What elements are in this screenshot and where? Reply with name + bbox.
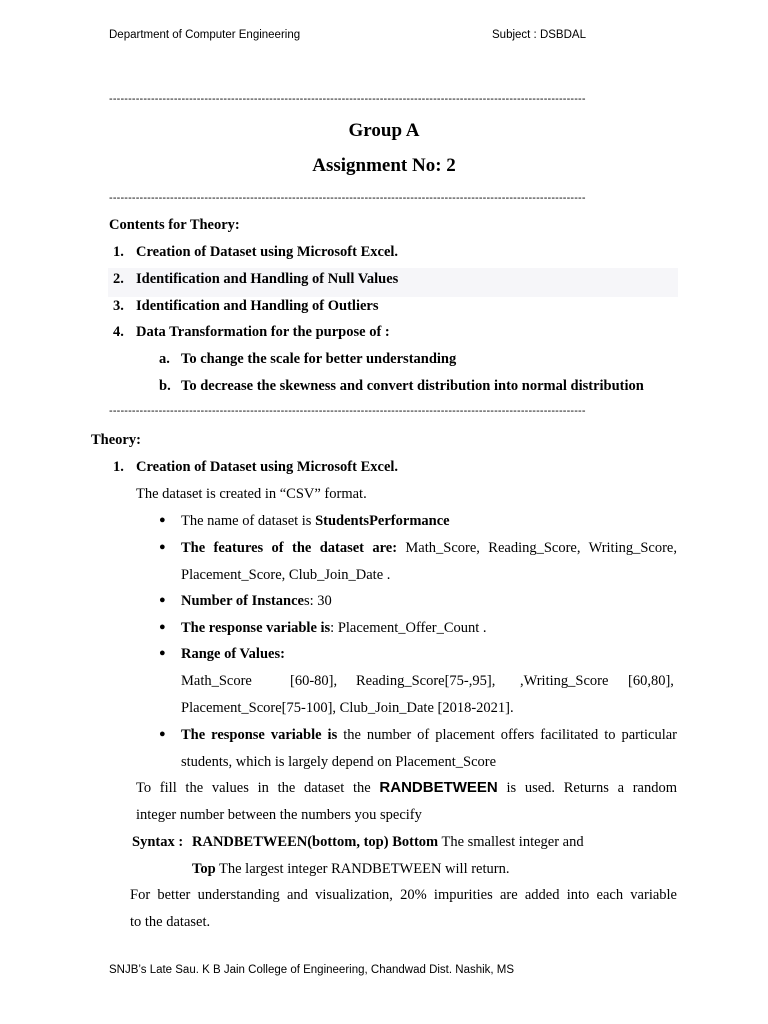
- contents-item: Identification and Handling of Outliers: [136, 298, 379, 314]
- department-header: Department of Computer Engineering: [109, 29, 301, 41]
- theory-item-num: 1.: [113, 459, 124, 475]
- impurity-paragraph: For better understanding and visualization, 20% impurities are added into each variable: [130, 887, 677, 903]
- bullet-text: Number of Instances: 30: [181, 593, 332, 609]
- contents-item-num: 3.: [113, 298, 124, 314]
- theory-intro: The dataset is created in “CSV” format.: [136, 486, 367, 502]
- impurity-paragraph-continued: to the dataset.: [130, 914, 211, 930]
- contents-item-num: 4.: [113, 324, 124, 340]
- contents-item-num: 1.: [113, 244, 124, 260]
- syntax-top: Top The largest integer RANDBETWEEN will return.: [192, 861, 510, 877]
- bullet-text: The response variable is: Placement_Offer_Count .: [181, 620, 487, 636]
- group-title: Group A: [348, 120, 420, 141]
- randbetween-paragraph-continued: integer number between the numbers you specify: [136, 807, 422, 823]
- assignment-title: Assignment No: 2: [312, 155, 456, 176]
- bullet-text: Range of Values:: [181, 646, 285, 662]
- bullet-icon: ●: [159, 647, 166, 659]
- range-math: Math_Score: [181, 673, 252, 689]
- contents-item-num: 2.: [113, 271, 124, 287]
- bullet-icon: ●: [159, 621, 166, 633]
- bullet-text-continued: Placement_Score, Club_Join_Date .: [181, 567, 391, 583]
- contents-heading: Contents for Theory:: [109, 217, 240, 233]
- bullet-text: The name of dataset is StudentsPerformance: [181, 513, 450, 529]
- bullet-icon: ●: [159, 728, 166, 740]
- range-writing-value: [60,80],: [628, 673, 674, 689]
- range-reading: Reading_Score[75-,95],: [356, 673, 496, 689]
- bullet-icon: ●: [159, 541, 166, 553]
- contents-subitem-letter: a.: [159, 351, 170, 367]
- contents-item: Data Transformation for the purpose of :: [136, 324, 390, 340]
- contents-subitem: To decrease the skewness and convert distribution into normal distribution: [181, 378, 644, 394]
- footer-text: SNJB’s Late Sau. K B Jain College of Engineering, Chandwad Dist. Nashik, MS: [109, 964, 515, 976]
- bullet-text-continued: students, which is largely depend on Placement_Score: [181, 754, 497, 770]
- contents-item: Identification and Handling of Null Values: [136, 271, 399, 287]
- subject-header: Subject : DSBDAL: [492, 29, 586, 41]
- theory-item-title: Creation of Dataset using Microsoft Excel.: [136, 459, 399, 475]
- bullet-text: The response variable is the number of placement offers facilitated to particular: [181, 727, 678, 743]
- contents-item: Creation of Dataset using Microsoft Excel.: [136, 244, 399, 260]
- separator-line: -----------------------------------------------------------------------------------------------------------------------------: [109, 192, 586, 204]
- syntax-text: RANDBETWEEN(bottom, top) Bottom The smallest integer and: [192, 834, 584, 850]
- range-math-value: [60-80],: [290, 673, 338, 689]
- contents-subitem-letter: b.: [159, 378, 171, 394]
- bullet-text: The features of the dataset are: Math_Score, Reading_Score, Writing_Score,: [181, 540, 677, 556]
- separator-line: -----------------------------------------------------------------------------------------------------------------------------: [109, 405, 586, 417]
- contents-subitem: To change the scale for better understanding: [181, 351, 457, 367]
- bullet-icon: ●: [159, 514, 166, 526]
- bullet-icon: ●: [159, 594, 166, 606]
- range-writing: ,Writing_Score: [520, 673, 609, 689]
- syntax-label: Syntax :: [132, 834, 184, 850]
- separator-line: -----------------------------------------------------------------------------------------------------------------------------: [109, 93, 586, 105]
- randbetween-paragraph: To fill the values in the dataset the RANDBETWEEN is used. Returns a random: [136, 779, 678, 796]
- theory-heading: Theory:: [91, 432, 141, 448]
- range-placement: Placement_Score[75-100], Club_Join_Date [2018-2021].: [181, 700, 514, 716]
